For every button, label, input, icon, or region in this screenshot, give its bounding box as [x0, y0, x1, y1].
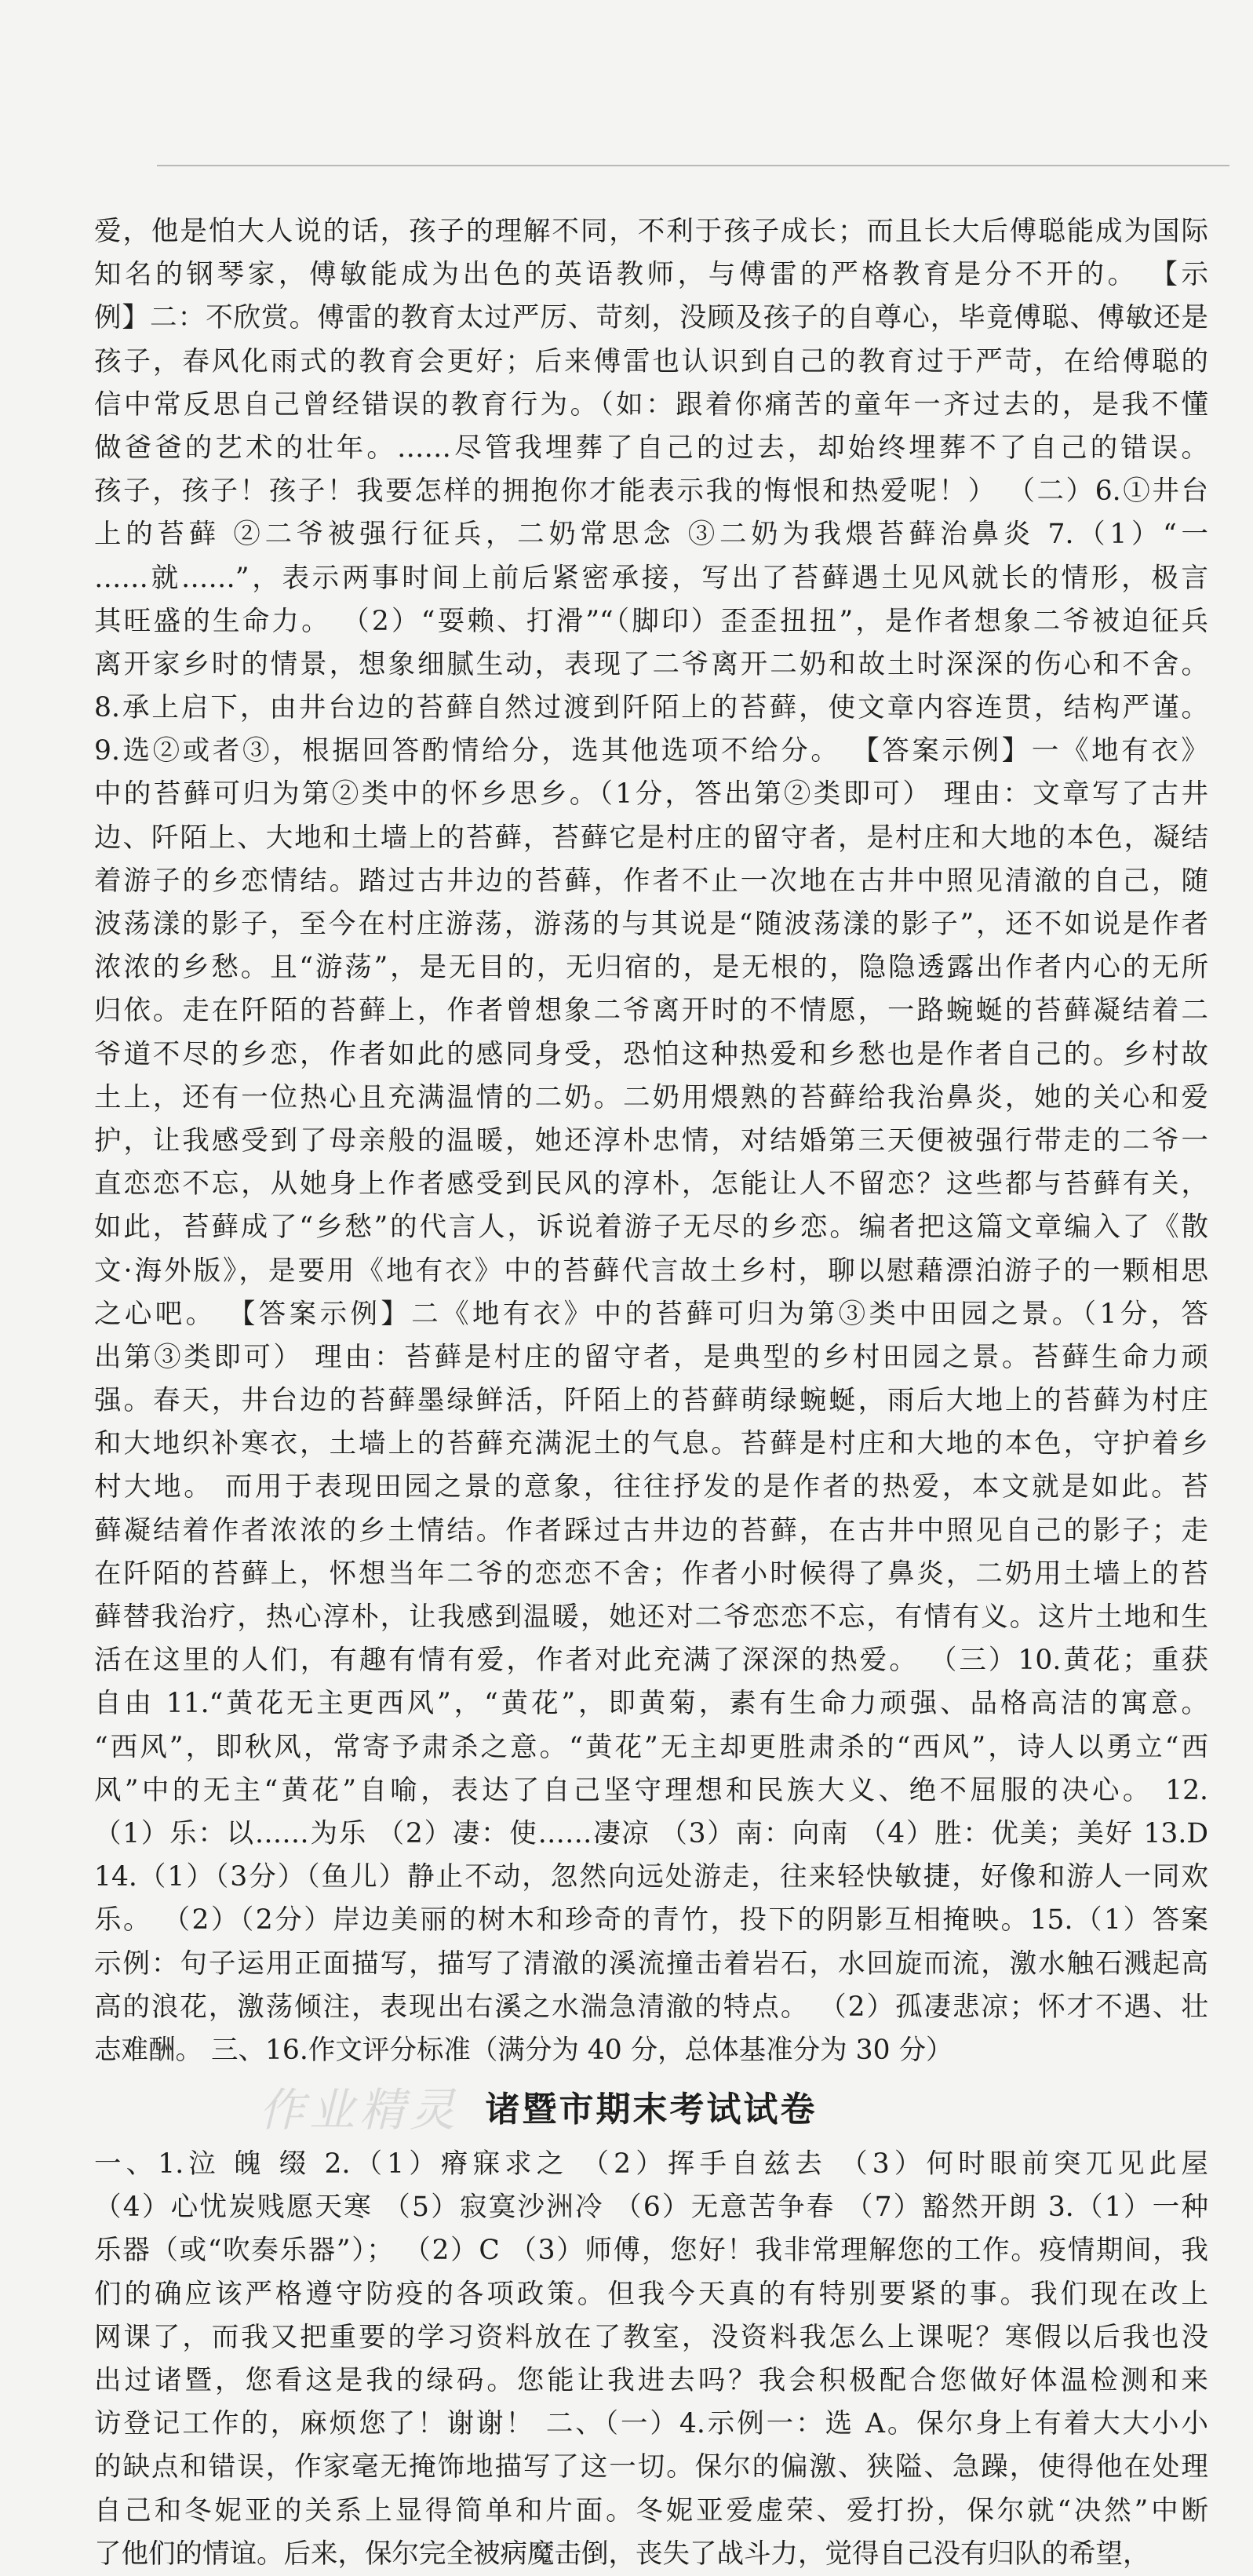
text-line: 边、阡陌上、大地和土墙上的苔藓，苔藓它是村庄的留守者，是村庄和大地的本色，凝结: [94, 822, 1208, 854]
text-line: 之心吧。 【答案示例】二《地有衣》中的苔藓可归为第③类中田园之景。（1分，答: [94, 1298, 1208, 1330]
text-line: 示例：句子运用正面描写，描写了清澈的溪流撞击着岩石，水回旋而流，激水触石溅起高: [94, 1947, 1208, 1980]
text-line: 志难酬。 三、16.作文评分标准（满分为 40 分，总体基准分为 30 分）: [94, 2034, 953, 2066]
text-line: 自由 11.“黄花无主更西风”，“黄花”，即黄菊，素有生命力顽强、品格高洁的寓意。: [94, 1688, 1208, 1720]
text-line: 浓浓的乡愁。且“游荡”，是无目的，无归宿的，是无根的，隐隐透露出作者内心的无所: [94, 952, 1208, 984]
text-line: 孩子，春风化雨式的教育会更好；后来傅雷也认识到自己的教育过于严苛，在给傅聪的: [94, 345, 1208, 377]
answer-block-previous-exam: [94, 210, 1208, 2072]
text-line: 们的确应该严格遵守防疫的各项政策。但我今天真的有特别要紧的事。我们现在改上: [94, 2278, 1208, 2310]
text-line: 信中常反思自己曾经错误的教育行为。（如：跟着你痛苦的童年一齐过去的，是我不懂: [94, 388, 1208, 421]
text-line: 知名的钢琴家，傅敏能成为出色的英语教师，与傅雷的严格教育是分不开的。 【示: [94, 259, 1208, 291]
text-line: 出过诸暨，您看这是我的绿码。您能让我进去吗？我会积极配合您做好体温检测和来: [94, 2365, 1208, 2396]
text-line: 8.承上启下，由井台边的苔藓自然过渡到阡陌上的苔藓，使文章内容连贯，结构严谨。: [94, 692, 1208, 724]
text-line: 网课了，而我又把重要的学习资料放在了教室，没资料我怎么上课呢？寒假以后我也没: [94, 2321, 1208, 2353]
text-line: 出第③类即可） 理由：苔藓是村庄的留守者，是典型的乡村田园之景。苔藓生命力顽: [94, 1341, 1208, 1373]
text-line: 9.选②或者③，根据回答酌情给分，选其他选项不给分。 【答案示例】一《地有衣》: [94, 735, 1208, 767]
text-line: 的缺点和错误，作家毫无掩饰地描写了这一切。保尔的偏激、狭隘、急躁，使得他在处理: [94, 2451, 1208, 2483]
text-line: 土上，还有一位热心且充满温情的二奶。二奶用煨熟的苔藓给我治鼻炎，她的关心和爱: [94, 1081, 1208, 1113]
answer-block-zhuji-final-exam: [94, 2143, 1208, 2576]
header-rule: [157, 165, 1229, 166]
watermark: 作业精灵: [259, 2083, 461, 2137]
text-line: 了他们的情谊。后来，保尔完全被病魔击倒，丧失了战斗力，觉得自己没有归队的希望，: [94, 2538, 1150, 2570]
text-line: 离开家乡时的情景，想象细腻生动，表现了二爷离开二奶和故土时深深的伤心和不舍。: [94, 648, 1208, 680]
text-line: 孩子，孩子！孩子！我要怎样的拥抱你才能表示我的悔恨和热爱呢！） （二）6.①井台: [94, 475, 1208, 508]
text-line: 访登记工作的，麻烦您了！谢谢！ 二、（一）4.示例一：选 A。保尔身上有着大大小小: [94, 2408, 1208, 2440]
text-line: （4）心忧炭贱愿天寒 （5）寂寞沙洲冷 （6）无意苦争春 （7）豁然开朗 3.（1）一种: [94, 2192, 1208, 2224]
text-line: 一、1.泣 魄 缀 2.（1）瘠寐求之 （2）挥手自兹去 （3）何时眼前突兀见此屋: [94, 2148, 1208, 2181]
text-line: 爱，他是怕大人说的话，孩子的理解不同，不利于孩子成长；而且长大后傅聪能成为国际: [94, 216, 1208, 247]
section-title: 诸暨市期末考试试卷: [485, 2090, 818, 2130]
page-body: [94, 210, 1208, 2576]
text-line: “西风”，即秋风，常寄予肃杀之意。“黄花”无主却更胜肃杀的“西风”，诗人以勇立“西: [94, 1731, 1208, 1763]
text-line: 藓凝结着作者浓浓的乡土情结。作者踩过古井边的苔藓，在古井中照见自己的影子；走: [94, 1514, 1208, 1547]
text-line: 藓替我治疗，热心淳朴，让我感到温暖，她还对二爷恋恋不忘，有情有义。这片土地和生: [94, 1601, 1208, 1633]
text-line: ……就……”，表示两事时间上前后紧密承接，写出了苔藓遇土见风就长的情形，极言: [94, 562, 1208, 594]
text-line: 强。春天，井台边的苔藓墨绿鲜活，阡陌上的苔藓萌绿蜿蜒，雨后大地上的苔藓为村庄: [94, 1385, 1208, 1417]
text-line: 高的浪花，激荡倾注，表现出右溪之水湍急清澈的特点。 （2）孤凄悲凉；怀才不遇、壮: [94, 1991, 1208, 2023]
text-line: （1）乐：以……为乐 （2）凄：使……凄凉 （3）南：向南 （4）胜：优美；美好 13.D: [94, 1817, 1208, 1849]
text-line: 例】二：不欣赏。傅雷的教育太过严厉、苛刻，没顾及孩子的自尊心，毕竟傅聪、傅敏还是: [94, 302, 1208, 334]
text-line: 着游子的乡恋情结。踏过古井边的苔藓，作者不止一次地在古井中照见清澈的自己，随: [94, 865, 1208, 897]
text-line: 中的苔藓可归为第②类中的怀乡思乡。（1分，答出第②类即可） 理由：文章写了古井: [94, 778, 1208, 811]
text-line: 村大地。 而用于表现田园之景的意象，往往抒发的是作者的热爱，本文就是如此。苔: [94, 1471, 1208, 1503]
text-line: 上的苔藓 ②二爷被强行征兵，二奶常思念 ③二奶为我煨苔藓治鼻炎 7.（1）“一: [94, 519, 1208, 551]
text-line: 和大地织补寒衣，土墙上的苔藓充满泥土的气息。苔藓是村庄和大地的本色，守护着乡: [94, 1428, 1208, 1460]
text-line: 直恋恋不忘，从她身上作者感受到民风的淳朴，怎能让人不留恋？这些都与苔藓有关，: [94, 1168, 1208, 1201]
text-line: 乐器（或“吹奏乐器”）； （2）C （3）师傅，您好！我非常理解您的工作。疫情期间，我: [94, 2235, 1208, 2267]
text-line: 14.（1）（3分）（鱼儿）静止不动，忽然向远处游走，往来轻快敏捷，好像和游人一同欢: [94, 1861, 1208, 1893]
text-line: 如此，苔藓成了“乡愁”的代言人，诉说着游子无尽的乡恋。编者把这篇文章编入了《散: [94, 1211, 1208, 1244]
text-line: 自己和冬妮亚的关系上显得简单和片面。冬妮亚爱虚荣、爱打扮，保尔就“决然”中断: [94, 2494, 1208, 2527]
text-line: 归依。走在阡陌的苔藓上，作者曾想象二爷离开时的不情愿，一路蜿蜒的苔藓凝结着二: [94, 995, 1208, 1027]
text-line: 活在这里的人们，有趣有情有爱，作者对此充满了深深的热爱。 （三）10.黄花；重获: [94, 1645, 1208, 1677]
text-line: 爷道不尽的乡恋，作者如此的感同身受，恐怕这种热爱和乡愁也是作者自己的。乡村故: [94, 1038, 1208, 1070]
text-line: 护，让我感受到了母亲般的温暖，她还淳朴忠情，对结婚第三天便被强行带走的二爷一: [94, 1124, 1208, 1157]
text-line: 在阡陌的苔藓上，怀想当年二爷的恋恋不舍；作者小时候得了鼻炎，二奶用土墙上的苔: [94, 1558, 1208, 1590]
text-line: 波荡漾的影子，至今在村庄游荡，游荡的与其说是“随波荡漾的影子”，还不如说是作者: [94, 909, 1208, 940]
text-line: 做爸爸的艺术的壮年。……尽管我埋葬了自己的过去，却始终埋葬不了自己的错误。: [94, 432, 1208, 464]
section-header: [94, 2080, 1208, 2140]
text-line: 风”中的无主“黄花”自喻，表达了自己坚守理想和民族大义、绝不屈服的决心。 12.: [94, 1774, 1208, 1806]
text-line: 乐。 （2）（2分）岸边美丽的树木和珍奇的青竹，投下的阴影互相掩映。15.（1）答案: [94, 1904, 1208, 1937]
text-line: 其旺盛的生命力。 （2）“耍赖、打滑”“（脚印）歪歪扭扭”，是作者想象二爷被迫征兵: [94, 605, 1208, 637]
text-line: 文·海外版》，是要用《地有衣》中的苔藓代言故土乡村，聊以慰藉漂泊游子的一颗相思: [94, 1255, 1208, 1287]
